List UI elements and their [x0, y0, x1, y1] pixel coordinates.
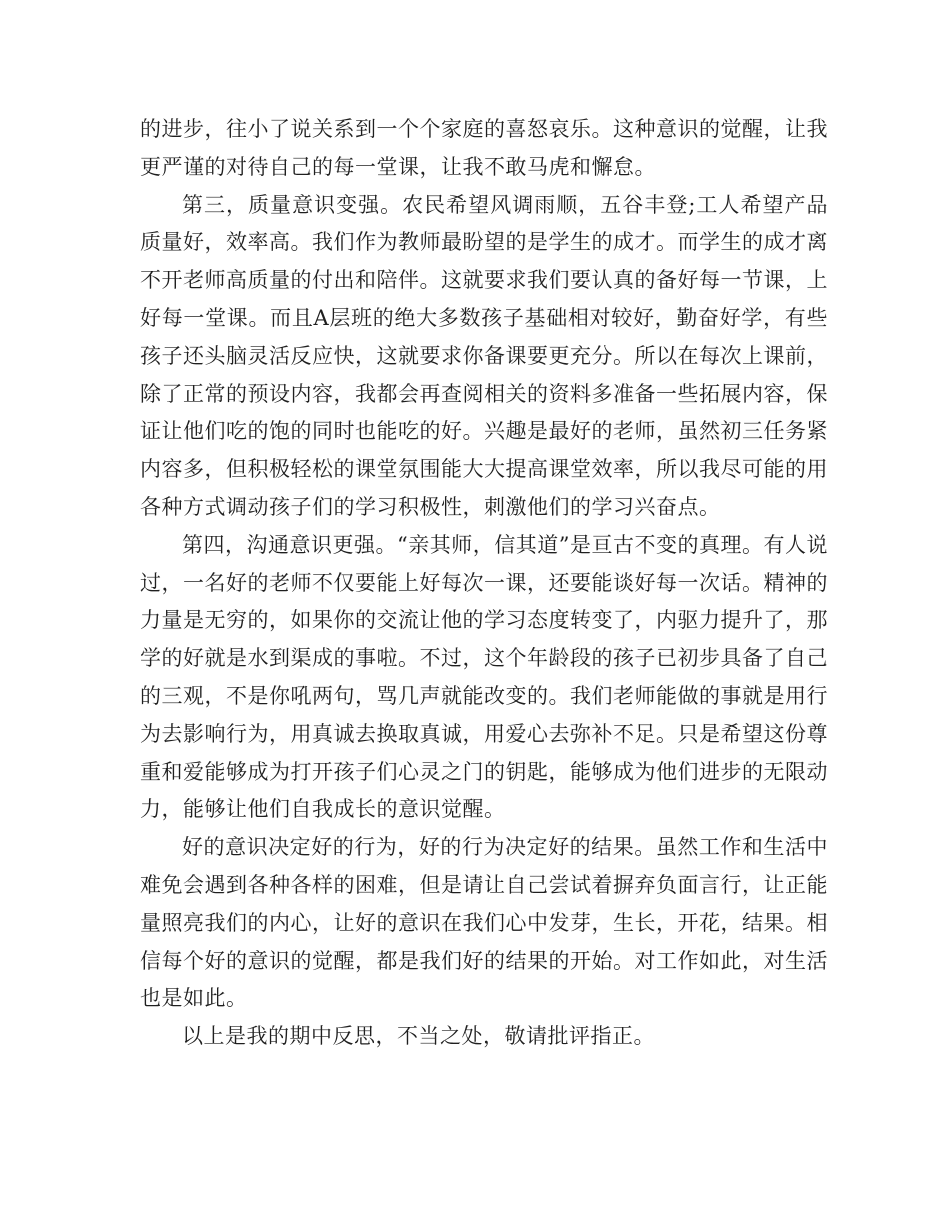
- paragraph-conclusion: 好的意识决定好的行为，好的行为决定好的结果。虽然工作和生活中难免会遇到各种各样的困难，但是请让自己尝试着摒弃负面言行，让正能量照亮我们的内心，让好的意识在我们心中发芽，生长，开花，结果。相信每个好的意识的觉醒，都是我们好的结果的开始。对工作如此，对生活也是如此。: [140, 835, 828, 1011]
- paragraph-communication-awareness: 第四，沟通意识更强。“亲其师，信其道”是亘古不变的真理。有人说过，一名好的老师不仅要能上好每次一课，还要能谈好每一次话。精神的力量是无穷的，如果你的交流让他的学习态度转变了，内驱力提升了，那学的好就是水到渠成的事啦。不过，这个年龄段的孩子已初步具备了自己的三观，不是你吼两句，骂几声就能改变的。我们老师能做的事就是用行为去影响行为，用真诚去换取真诚，用爱心去弥补不足。只是希望这份尊重和爱能够成为打开孩子们心灵之门的钥匙，能够成为他们进步的无限动力，能够让他们自我成长的意识觉醒。: [140, 532, 828, 822]
- paragraph-closing: 以上是我的期中反思，不当之处，敬请批评指正。: [182, 1024, 655, 1049]
- paragraph-continuation: 的进步，往小了说关系到一个个家庭的喜怒哀乐。这种意识的觉醒，让我更严谨的对待自己的每一堂课，让我不敢马虎和懈怠。: [140, 117, 828, 179]
- document-body: [140, 111, 828, 1056]
- paragraph-quality-awareness: 第三，质量意识变强。农民希望风调雨顺，五谷丰登;工人希望产品质量好，效率高。我们作为教师最盼望的是学生的成才。而学生的成才离不开老师高质量的付出和陪伴。这就要求我们要认真的备好每一节课，上好每一堂课。而且A层班的绝大多数孩子基础相对较好，勤奋好学，有些孩子还头脑灵活反应快，这就要求你备课要更充分。所以在每次上课前，除了正常的预设内容，我都会再查阅相关的资料多准备一些拓展内容，保证让他们吃的饱的同时也能吃的好。兴趣是最好的老师，虽然初三任务紧内容多，但积极轻松的课堂氛围能大大提高课堂效率，所以我尽可能的用各种方式调动孩子们的学习积极性，刺激他们的学习兴奋点。: [140, 192, 828, 519]
